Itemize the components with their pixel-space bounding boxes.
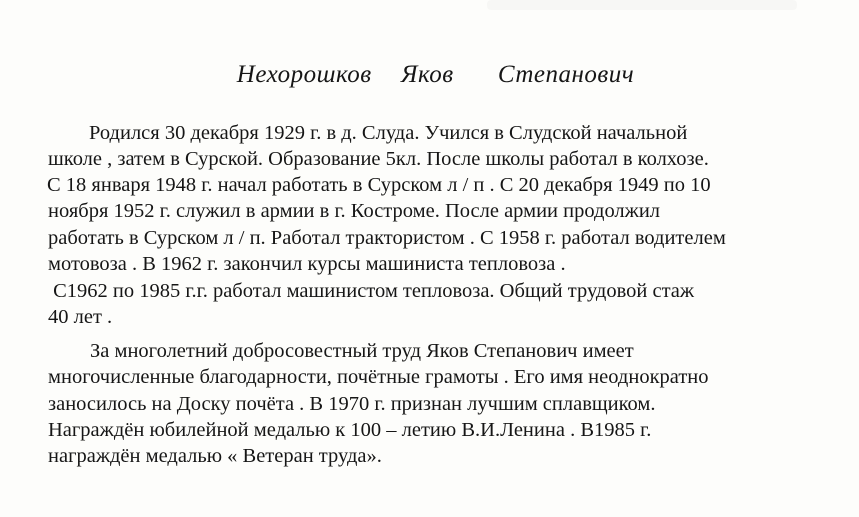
text-line: работать в Сурском л / п. Работал трактористом . С 1958 г. работал водителем [48, 227, 726, 249]
text-line: ноября 1952 г. служил в армии в г. Костроме. После армии продолжил [48, 200, 661, 222]
text-line: За многолетний добросовестный труд Яков Степанович имеет [90, 340, 634, 362]
text-line: награждён медалью « Ветеран труда». [48, 445, 382, 467]
text-line: Родился 30 декабря 1929 г. в д. Слуда. Учился в Слудской начальной [89, 122, 688, 144]
text-line: 40 лет . [48, 306, 113, 328]
scan-artifact [487, 0, 797, 10]
text-line: заносилось на Доску почёта . В 1970 г. признан лучшим сплавщиком. [48, 393, 656, 415]
text-line: мотовоза . В 1962 г. закончил курсы машиниста тепловоза . [48, 253, 566, 275]
text-line: Награждён юбилейной медалью к 100 – летию В.И.Ленина . В1985 г. [48, 419, 652, 441]
text-line: С 18 января 1948 г. начал работать в Сурском л / п . С 20 декабря 1949 по 10 [47, 174, 711, 196]
text-line: многочисленные благодарности, почётные грамоты . Его имя неоднократно [48, 366, 709, 388]
page-title: Нехорошков Яков Степанович [236, 61, 635, 88]
text-line: школе , затем в Сурской. Образование 5кл. После школы работал в колхозе. [48, 148, 709, 170]
text-line: С1962 по 1985 г.г. работал машинистом тепловоза. Общий трудовой стаж [48, 280, 695, 302]
